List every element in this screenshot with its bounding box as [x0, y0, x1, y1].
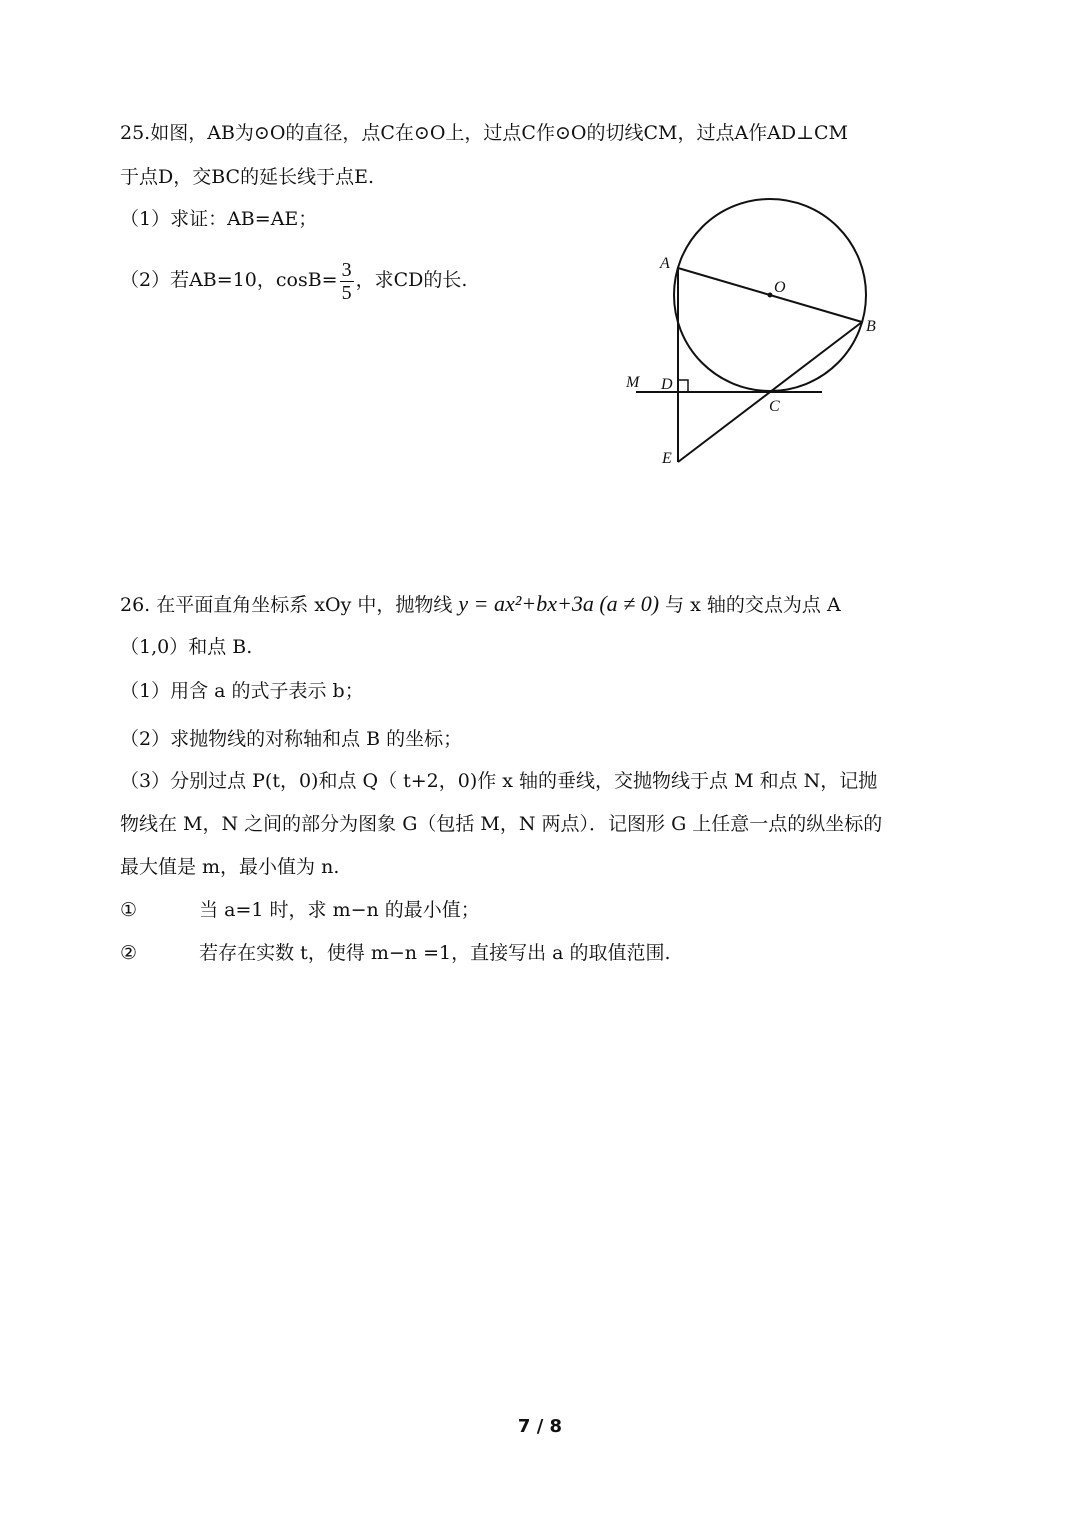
q25-line1: 25.如图，AB为⊙O的直径，点C在⊙O上，过点C作⊙O的切线CM，过点A作AD⊥CM	[120, 122, 848, 144]
q26-part2: （2）求抛物线的对称轴和点 B 的坐标；	[120, 728, 463, 750]
q25-part2-pre: （2）若AB=10，cosB=	[120, 269, 338, 291]
sub1-text: 当 a=1 时，求 m−n 的最小值；	[199, 899, 480, 921]
right-angle-mark	[678, 380, 688, 392]
q25-part2-post: ，求CD的长.	[355, 269, 468, 291]
q26-part3-line2: 物线在 M，N 之间的部分为图象 G（包括 M，N 两点）．记图形 G 上任意一点的纵坐标的	[120, 813, 883, 835]
label-m: M	[626, 374, 640, 391]
q26-sub1	[120, 897, 480, 923]
sub1-marker: ①	[120, 899, 138, 921]
q26-line1-pre: 26. 在平面直角坐标系 xOy 中，抛物线	[120, 594, 453, 616]
q26-part1: （1）用含 a 的式子表示 b；	[120, 680, 364, 702]
parabola-formula: y = ax²+bx+3a (a ≠ 0)	[458, 591, 660, 616]
q26-part3-line1: （3）分别过点 P(t，0)和点 Q（ t+2，0)作 x 轴的垂线，交抛物线于点 M 和点 N，记抛	[120, 770, 878, 792]
label-o: O	[774, 279, 786, 296]
frac-numerator: 3	[341, 258, 352, 281]
q25-part1: （1）求证：AB=AE；	[120, 208, 318, 230]
sub2-text: 若存在实数 t，使得 m−n =1，直接写出 a 的取值范围.	[199, 942, 671, 964]
q26-line1-post: 与 x 轴的交点为点 A	[665, 594, 841, 616]
q26-line1	[120, 591, 841, 618]
q26-line2: （1,0）和点 B.	[120, 636, 253, 658]
label-e: E	[662, 450, 672, 467]
center-dot	[768, 293, 773, 298]
label-c: C	[769, 398, 780, 415]
sub2-marker: ②	[120, 942, 138, 964]
label-a: A	[660, 255, 670, 272]
page-number: 7 / 8	[517, 1416, 563, 1437]
q25-line2: 于点D，交BC的延长线于点E.	[120, 166, 374, 188]
q26-sub2	[120, 940, 671, 966]
label-d: D	[661, 376, 673, 393]
label-b: B	[866, 318, 876, 335]
q26-part3-line3: 最大值是 m，最小值为 n.	[120, 856, 340, 878]
frac-denominator: 5	[341, 281, 352, 304]
